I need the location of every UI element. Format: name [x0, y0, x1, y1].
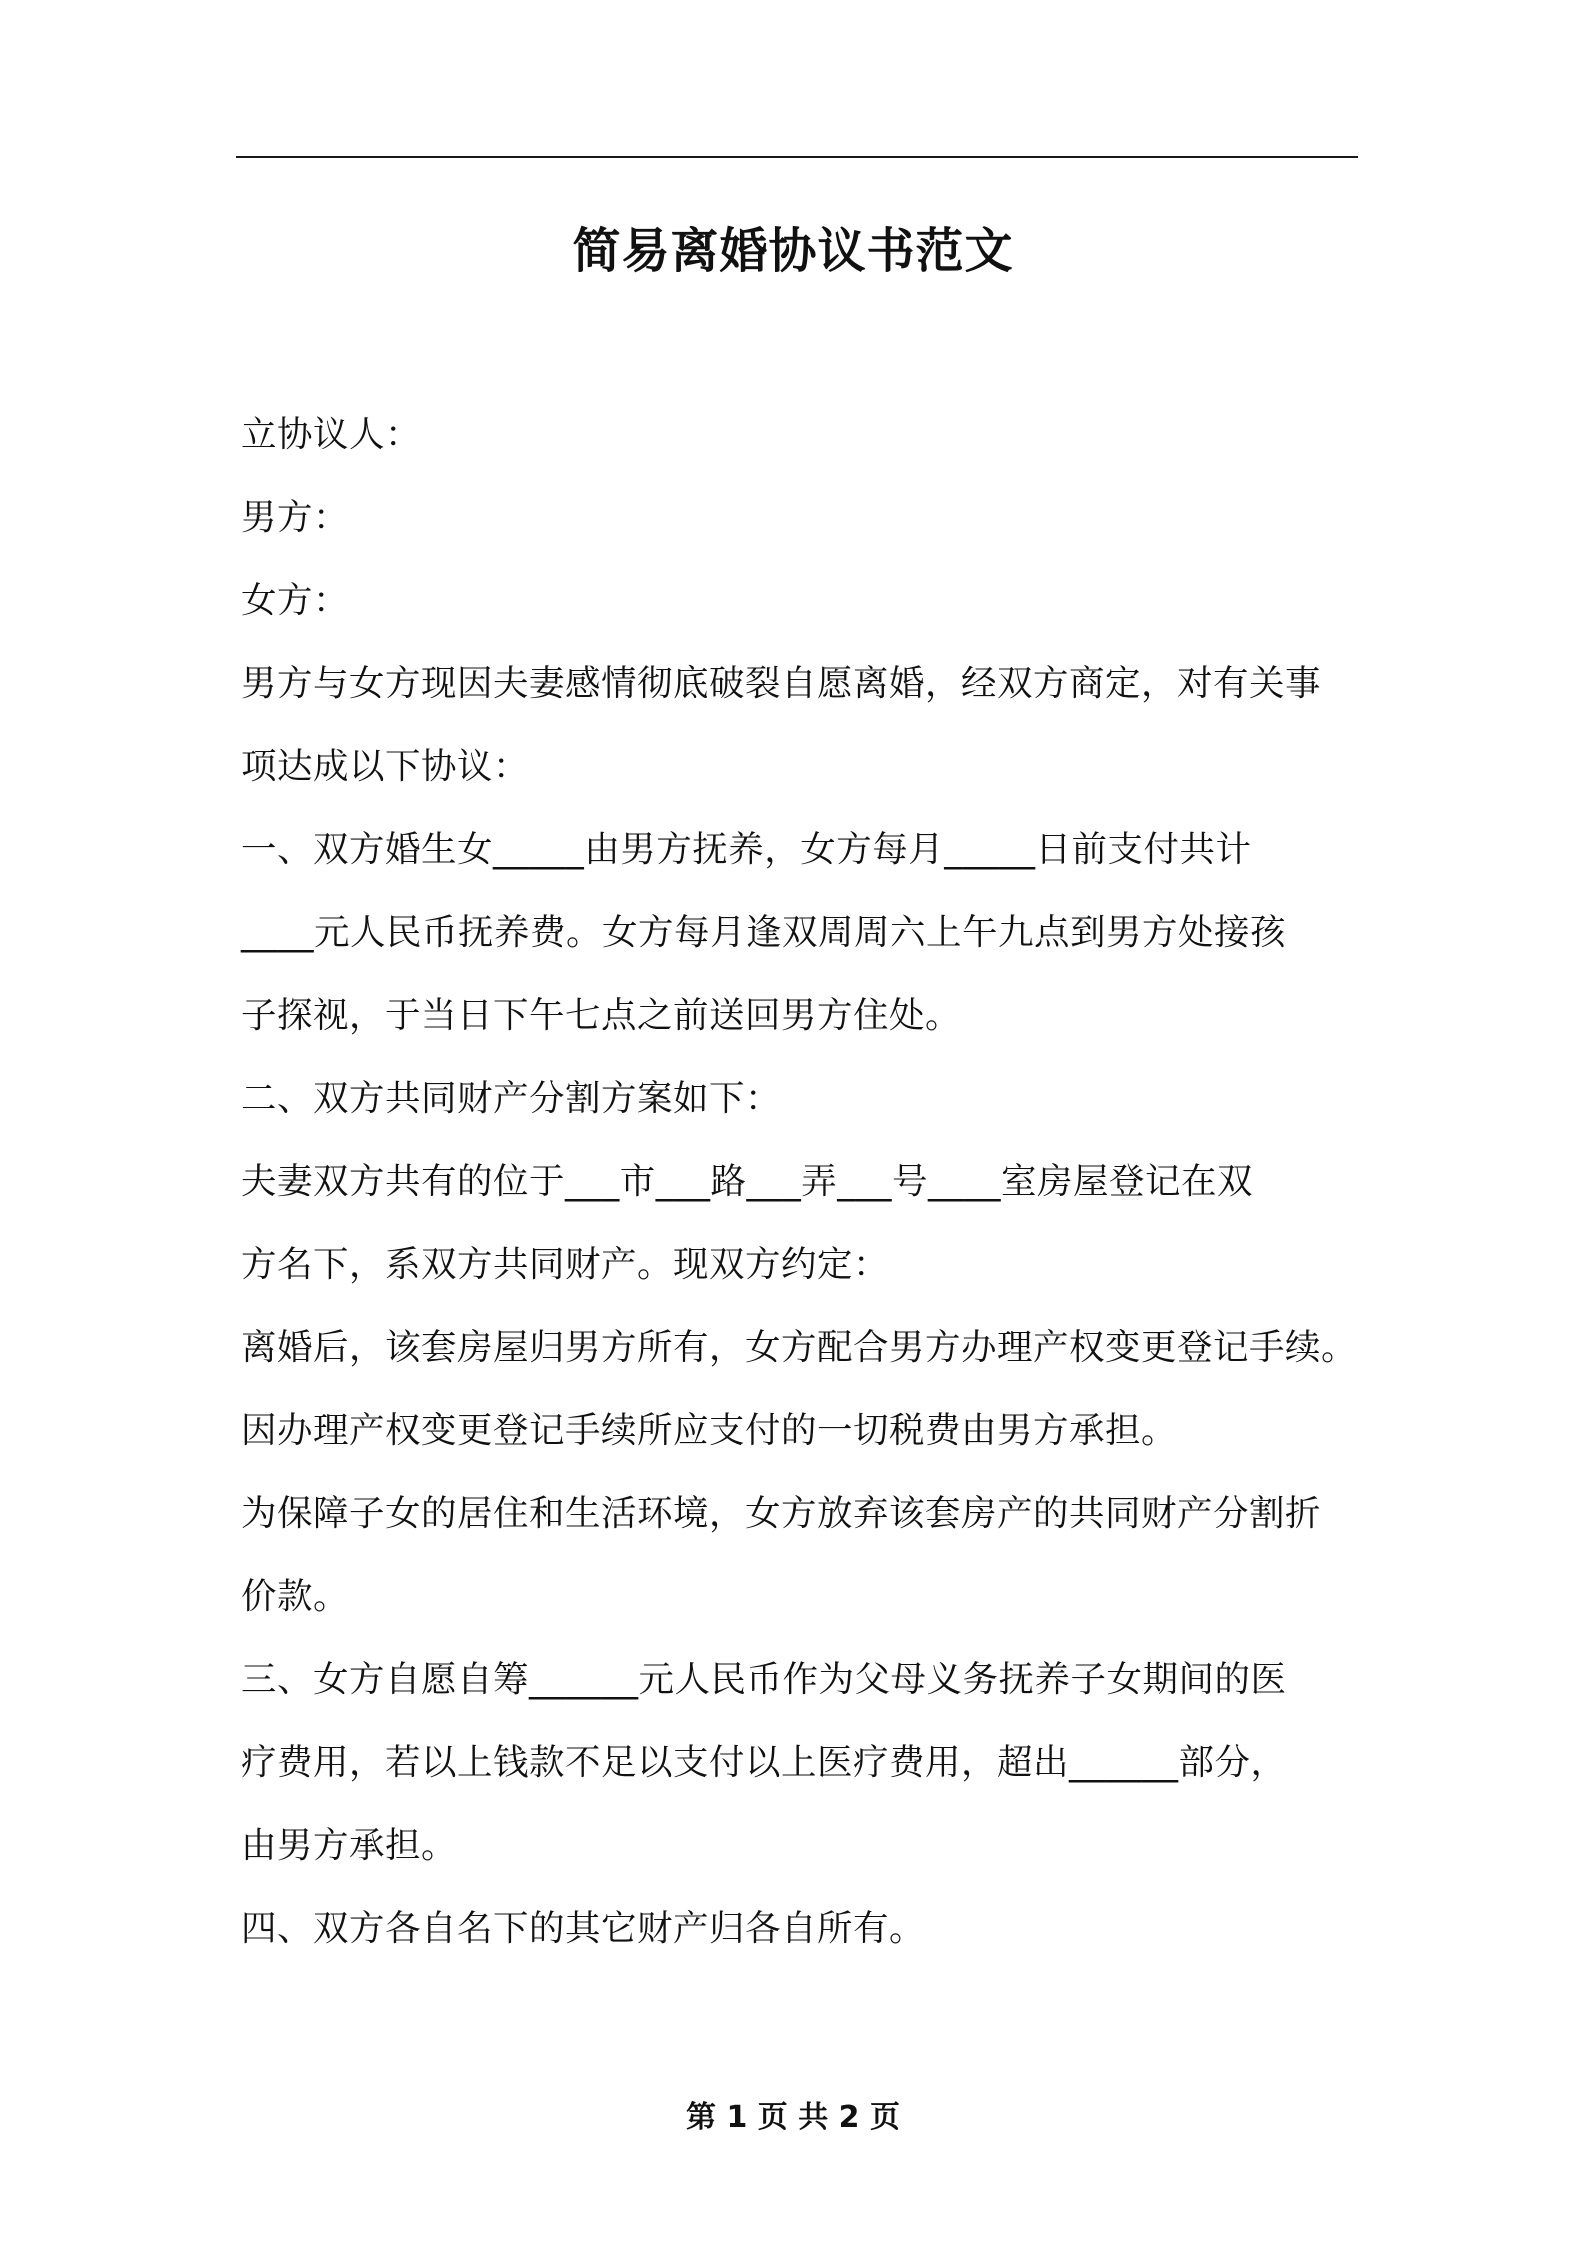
body-line: 女方： — [241, 580, 350, 621]
body-line: ____元人民币抚养费。女方每月逢双周周六上午九点到男方处接孩 — [241, 912, 1287, 953]
body-line: 项达成以下协议： — [241, 746, 530, 787]
body-line: 离婚后，该套房屋归男方所有，女方配合男方办理产权变更登记手续。 — [241, 1327, 1358, 1368]
body-line: 价款。 — [241, 1576, 350, 1617]
body-line: 因办理产权变更登记手续所应支付的一切税费由男方承担。 — [241, 1410, 1178, 1451]
body-line: 三、女方自愿自筹______元人民币作为父母义务抚养子女期间的医 — [241, 1659, 1287, 1700]
body-line: 子探视，于当日下午七点之前送回男方住处。 — [241, 995, 962, 1036]
body-line: 立协议人： — [241, 414, 422, 455]
body-line: 四、双方各自名下的其它财产归各自所有。 — [241, 1908, 926, 1949]
page-footer: 第 1 页 共 2 页 — [686, 2100, 900, 2135]
header-rule — [236, 156, 1358, 158]
body-line: 夫妻双方共有的位于___市___路___弄___号____室房屋登记在双 — [241, 1161, 1254, 1202]
body-line: 由男方承担。 — [241, 1825, 458, 1866]
body-line: 一、双方婚生女_____由男方抚养，女方每月_____日前支付共计 — [241, 829, 1252, 870]
body-line: 为保障子女的居住和生活环境，女方放弃该套房产的共同财产分割折 — [241, 1493, 1322, 1534]
body-line: 二、双方共同财产分割方案如下： — [241, 1078, 782, 1119]
body-line: 男方与女方现因夫妻感情彻底破裂自愿离婚，经双方商定，对有关事 — [241, 663, 1322, 704]
body-line: 男方： — [241, 497, 350, 538]
document-title: 简易离婚协议书范文 — [572, 223, 1014, 279]
body-line: 方名下，系双方共同财产。现双方约定： — [241, 1244, 890, 1285]
body-line: 疗费用，若以上钱款不足以支付以上医疗费用，超出______部分， — [241, 1742, 1287, 1783]
